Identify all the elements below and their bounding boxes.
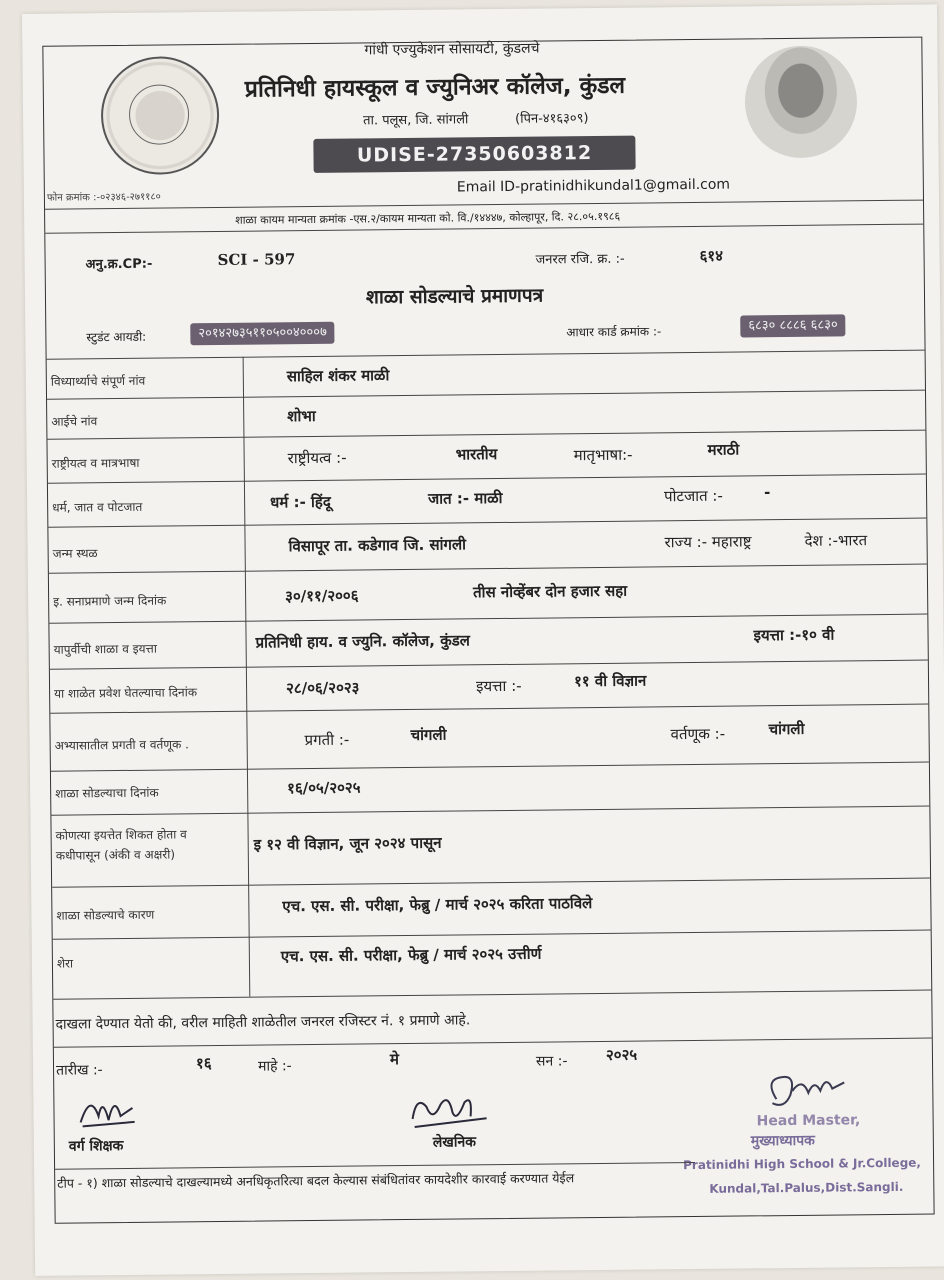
subcaste-value: - (763, 483, 771, 502)
leaving-date-label: शाळा सोडल्याचा दिनांक (55, 785, 159, 801)
teacher-signature-icon (76, 1086, 146, 1133)
mother-label: आईचे नांव (51, 414, 98, 429)
name-label: विध्यार्थ्याचे संपूर्ण नांव (50, 373, 146, 389)
serial-label: अनु.क्र.CP:- (85, 256, 153, 273)
country-value: देश :-भारत (804, 531, 868, 550)
clerk-signature-icon (406, 1088, 496, 1135)
year-key: सन :- (535, 1053, 568, 1070)
remark-value: एच. एस. सी. परीक्षा, फेब्रु / मार्च २०२५ उत्तीर्ण (280, 944, 542, 966)
stamp-line-1: Head Master, (756, 1112, 861, 1130)
class-label-line2: कधीपासून (अंकी व अक्षरी) (55, 847, 176, 863)
stamp-line-2: Pratinidhi High School & Jr.College, (683, 1155, 922, 1173)
progress-key: प्रगती :- (304, 730, 350, 750)
principal-label: मुख्याध्यापक (750, 1132, 815, 1150)
conduct-value: चांगली (768, 719, 805, 739)
progress-label: अभ्यासातील प्रगती व वर्तणूक . (54, 737, 189, 753)
stamp-line-3: Kundal,Tal.Palus,Dist.Sangli. (709, 1179, 904, 1196)
class-teacher-label: वर्ग शिक्षक (68, 1138, 124, 1155)
birthplace-value: विसापूर ता. कडेगाव जि. सांगली (288, 535, 467, 556)
state-value: राज्य :- महाराष्ट्र (664, 532, 752, 552)
previous-school-label: यापुर्वीची शाळा व इयत्ता (53, 641, 157, 657)
certificate-paper (22, 4, 944, 1276)
student-name: साहिल शंकर माळी (286, 366, 390, 386)
mother-name: शोभा (287, 406, 316, 426)
society-name: गांधी एज्युकेशन सोसायटी, कुंडलचे (364, 40, 540, 59)
clerk-label: लेखनिक (432, 1134, 477, 1151)
month-value: मे (389, 1050, 400, 1069)
admission-standard-key: इयत्ता :- (475, 676, 522, 696)
progress-value: चांगली (410, 725, 447, 744)
recognition-number: शाळा कायम मान्यता क्रमांक -एस.२/कायम मान्यता को. वि./१४४४७, कोल्हापूर, दि. २८.०५.१९८६ (235, 209, 621, 227)
footer-note: टीप - १) शाळा सोडल्याचे दाखल्यामध्ये अनधिकृतरित्या बदल केल्यास संबंधितांवर कायदेशीर कारवाई करण्यात येईल (57, 1170, 575, 1191)
phone-number: फोन क्रमांक :-०२३४६-२७११८० (46, 191, 161, 204)
date-key: तारीख :- (55, 1062, 103, 1079)
aadhar-label: आधार कार्ड क्रमांक :- (566, 324, 662, 340)
year-value: २०२५ (605, 1045, 638, 1064)
dob-words: तीस नोव्हेंबर दोन हजार सहा (472, 581, 628, 602)
class-label-line1: कोणत्या इयत्तेत शिकत होता व (55, 827, 187, 843)
month-key: माहे :- (257, 1058, 292, 1075)
subcaste-key: पोटजात :- (663, 486, 723, 506)
student-id-label: स्टुडंट आयडी: (86, 329, 147, 345)
religion-value: धर्म :- हिंदू (270, 492, 331, 512)
certificate-frame (42, 37, 934, 1224)
class-value: इ १२ वी विज्ञान, जून २०२४ पासून (253, 833, 442, 854)
remark-label: शेरा (56, 956, 74, 971)
reason-label: शाळा सोडल्याचे कारण (56, 907, 155, 923)
certify-statement: दाखला देण्यात येतो की, वरील माहिती शाळेतील जनरल रजिस्टर नं. १ प्रमाणे आहे. (55, 1012, 471, 1033)
birthplace-label: जन्म स्थळ (52, 546, 98, 561)
dob-value: ३०/११/२००६ (285, 586, 359, 606)
mother-tongue-key: मातृभाषा:- (573, 445, 633, 465)
school-address: ता. पलूस, जि. सांगली (363, 112, 469, 129)
religion-label: धर्म, जात व पोटजात (52, 499, 143, 515)
dob-label: इ. सनाप्रमाणे जन्म दिनांक (53, 593, 167, 609)
email-address: Email ID-pratinidhikundal1@gmail.com (456, 176, 731, 196)
conduct-key: वर्तणूक :- (670, 724, 726, 744)
student-id-value: २०१४२७३५११०५००४०००७ (190, 322, 335, 346)
previous-school-value: प्रतिनिधी हाय. व ज्युनि. कॉलेज, कुंडल (255, 631, 470, 652)
register-value: ६१४ (699, 246, 724, 265)
nationality-value: भारतीय (455, 445, 498, 464)
register-label: जनरल रजि. क्र. :- (535, 251, 625, 268)
admission-standard-value: ११ वी विज्ञान (573, 671, 647, 691)
school-name: प्रतिनिधी हायस्कूल व ज्युनिअर कॉलेज, कुंडल (244, 72, 626, 103)
admission-label: या शाळेत प्रवेश घेतल्याचा दिनांक (54, 685, 198, 701)
reason-value: एच. एस. सी. परीक्षा, फेब्रु / मार्च २०२५ करिता पाठविले (282, 894, 593, 916)
admission-date: २८/०६/२०२३ (285, 678, 360, 698)
aadhar-value: ६८३० ८८८६ ६८३० (740, 314, 846, 337)
previous-standard: इयत्ता :-१० वी (753, 625, 835, 645)
serial-value: SCI - 597 (217, 250, 296, 269)
certificate-title: शाळा सोडल्याचे प्रमाणपत्र (365, 284, 544, 309)
nationality-label: राष्ट्रीयत्व व मात्रभाषा (51, 455, 140, 471)
caste-value: जात :- माळी (428, 488, 503, 508)
nationality-key: राष्ट्रीयत्व :- (287, 448, 347, 468)
leaving-date-value: १६/०५/२०२५ (287, 778, 361, 798)
school-pin: (पिन-४१६३०९) (515, 111, 589, 127)
date-value: १६ (195, 1054, 212, 1073)
mother-tongue-value: मराठी (707, 440, 740, 459)
udise-number: UDISE-27350603812 (313, 136, 635, 173)
